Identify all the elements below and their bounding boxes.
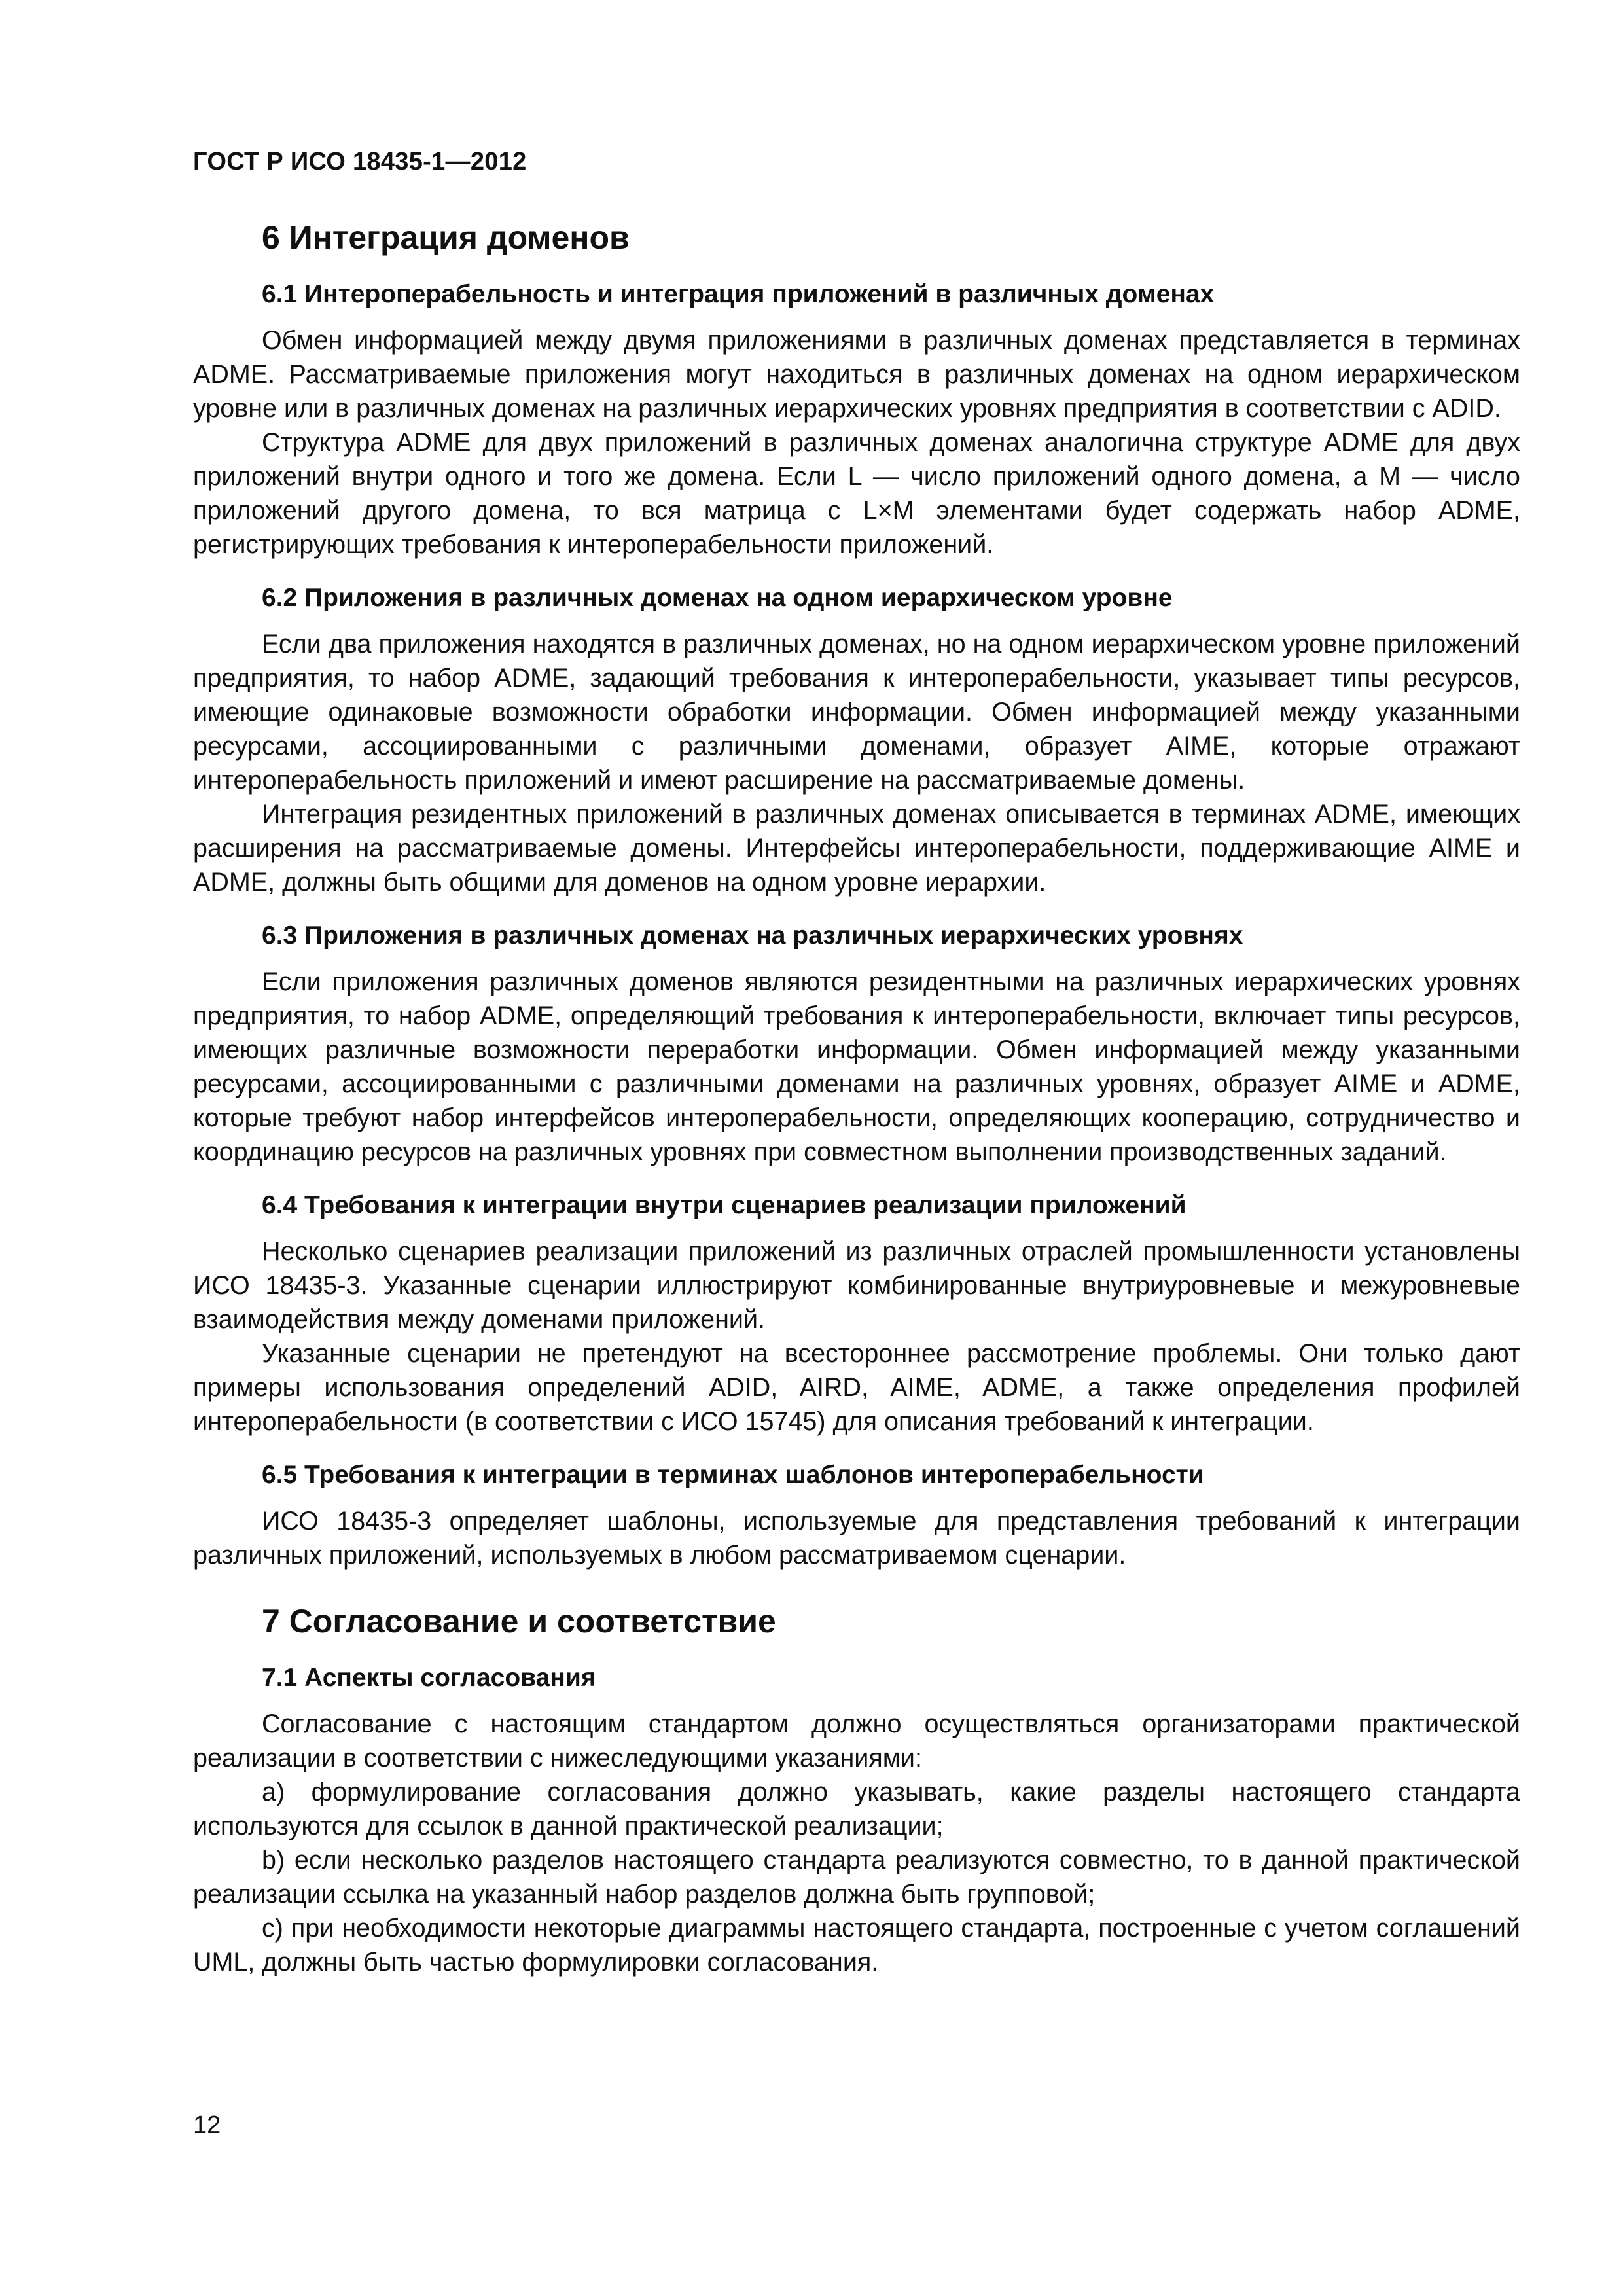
subsection-6-2-title: 6.2 Приложения в различных доменах на одном иерархическом уровне	[262, 584, 1173, 612]
paragraph: Если два приложения находятся в различных доменах, но на одном иерархическом уровне приложений предприятия, то набор ADME, задающий требования к интероперабельности, указывает типы ресурсов, имеющие одинаковые возможности обработки информации. Обмен информацией между указанными ресурсами, ассоциированными с различными доменами, образует AIME, которые отражают интероперабельность приложений и имеют расширение на рассматриваемые домены.	[193, 630, 1520, 795]
section-6-title: 6 Интеграция доменов	[262, 219, 630, 256]
page-content	[193, 215, 1520, 1998]
subsection-6-3-title: 6.3 Приложения в различных доменах на различных иерархических уровнях	[262, 922, 1243, 950]
paragraph: Структура ADME для двух приложений в различных доменах аналогична структуре ADME для двух приложений внутри одного и того же домена. Если L — число приложений одного домена, а M — число приложений другого домена, то вся матрица с L×M элементами будет содержать набор ADME, регистрирующих требования к интероперабельности приложений.	[193, 428, 1520, 559]
subsection-7-1	[193, 1660, 1520, 1979]
paragraph: Указанные сценарии не претендуют на всестороннее рассмотрение проблемы. Они только дают примеры использования определений ADID, AIRD, AIME, ADME, а также определения профилей интероперабельности (в соответствии с ИСО 15745) для описания требований к интеграции.	[193, 1339, 1520, 1436]
list-item-a: a) формулирование согласования должно указывать, какие разделы настоящего стандарта используются для ссылок в данной практической реализации;	[193, 1778, 1520, 1840]
subsection-6-5	[193, 1457, 1520, 1572]
page-number: 12	[193, 2111, 221, 2139]
subsection-6-1-title: 6.1 Интероперабельность и интеграция приложений в различных доменах	[262, 280, 1215, 308]
section-7-title: 7 Согласование и соответствие	[262, 1603, 776, 1640]
subsection-7-1-title: 7.1 Аспекты согласования	[262, 1664, 596, 1692]
paragraph: Обмен информацией между двумя приложениями в различных доменах представляется в терминах ADME. Рассматриваемые приложения могут находиться в различных доменах на одном иерархическом уровне или в различных доменах на различных иерархических уровнях предприятия в соответствии с ADID.	[193, 326, 1520, 423]
subsection-6-1	[193, 276, 1520, 562]
document-header-id: ГОСТ Р ИСО 18435-1—2012	[193, 148, 527, 175]
paragraph: Если приложения различных доменов являются резидентными на различных иерархических уровнях предприятия, то набор ADME, определяющий требования к интероперабельности, включает типы ресурсов, имеющих различные возможности переработки информации. Обмен информацией между указанными ресурсами, ассоциированными с различными доменами на различных уровнях, образует AIME и ADME, которые требуют набор интерфейсов интероперабельности, определяющих кооперацию, сотрудничество и координацию ресурсов на различных уровнях при совместном выполнении производственных заданий.	[193, 967, 1520, 1166]
list-item-c: c) при необходимости некоторые диаграммы настоящего стандарта, построенные с учетом соглашений UML, должны быть частью формулировки согласования.	[193, 1914, 1520, 1977]
subsection-6-4	[193, 1187, 1520, 1439]
subsection-6-2	[193, 580, 1520, 899]
paragraph: Несколько сценариев реализации приложений из различных отраслей промышленности установлены ИСО 18435-3. Указанные сценарии иллюстрируют комбинированные внутриуровневые и межуровневые взаимодействия между доменами приложений.	[193, 1237, 1520, 1334]
paragraph: ИСО 18435-3 определяет шаблоны, используемые для представления требований к интеграции различных приложений, используемых в любом рассматриваемом сценарии.	[193, 1507, 1520, 1570]
paragraph: Согласование с настоящим стандартом должно осуществляться организаторами практической реализации в соответствии с нижеследующими указаниями:	[193, 1710, 1520, 1772]
subsection-6-4-title: 6.4 Требования к интеграции внутри сценариев реализации приложений	[262, 1191, 1186, 1219]
paragraph: Интеграция резидентных приложений в различных доменах описывается в терминах ADME, имеющих расширения на рассматриваемые домены. Интерфейсы интероперабельности, поддерживающие AIME и ADME, должны быть общими для доменов на одном уровне иерархии.	[193, 800, 1520, 897]
subsection-6-3	[193, 918, 1520, 1169]
list-item-b: b) если несколько разделов настоящего стандарта реализуются совместно, то в данной практической реализации ссылка на указанный набор разделов должна быть групповой;	[193, 1846, 1520, 1909]
subsection-6-5-title: 6.5 Требования к интеграции в терминах шаблонов интероперабельности	[262, 1461, 1204, 1489]
